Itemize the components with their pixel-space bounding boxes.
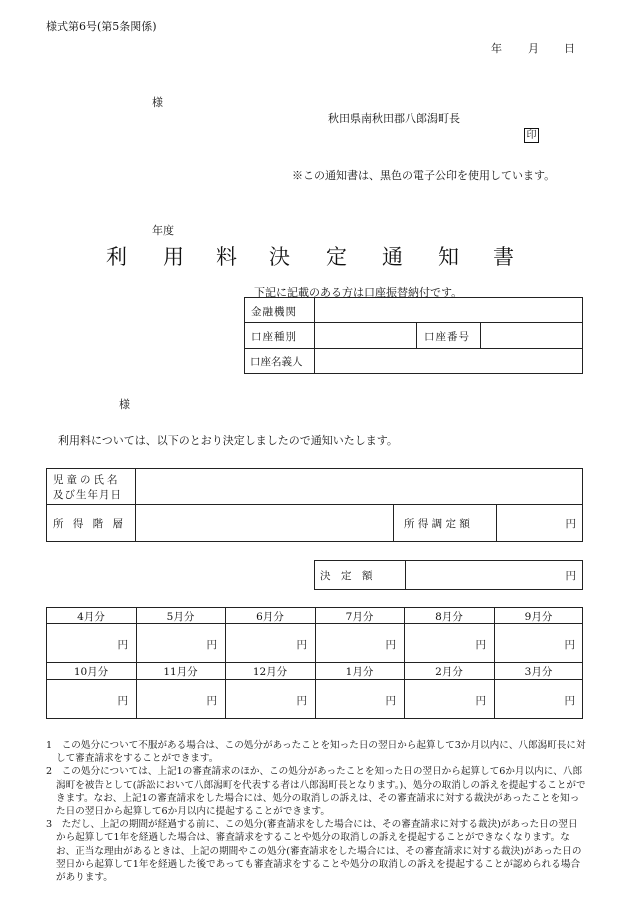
title-char: 利 [106,245,127,269]
bank-institution-label: 金融機関 [251,306,297,318]
child-birthdate-label: 及び生年月日 [53,489,122,501]
title-char: 通 [382,245,403,269]
month-header: 4月分 [77,611,105,623]
account-number-label: 口座番号 [424,331,470,343]
month-yen: 円 [206,639,217,651]
date-day: 日 [564,42,575,55]
month-yen: 円 [206,695,217,707]
date-month: 月 [528,42,539,55]
month-header: 3月分 [524,666,553,678]
issuer-name: 秋田県南秋田郡八郎潟町長 [328,112,460,125]
title-char: 決 [269,245,290,269]
addressee-sama: 様 [152,96,163,109]
seal-notice: ※この通知書は、黒色の電子公印を使用しています。 [292,169,556,182]
month-header: 5月分 [166,611,195,623]
month-yen: 円 [564,695,575,707]
note-item: 3 ただし、上記の期間が経過する前に、この処分(審査請求をした場合には、その審査請求に対する裁決)があった日の翌日から起算して1年を経過した場合は、審査請求をすることや処分の取消しの訴えを提起することができなくなります。なお、正当な理由があるときは、上記の期間やこの処分(審査請求をした場合には、その審査請求に対する裁決)があった日の翌日から起算して1年を経過した後であっても審査請求をすることや処分の取消しの訴えを提起することが認められる場合があります。 [46,819,582,884]
month-yen: 円 [296,639,307,651]
month-header: 1月分 [345,666,374,678]
income-bracket-label: 所 得 階 層 [53,518,127,530]
title-char: 用 [163,245,184,269]
month-header: 6月分 [256,611,284,623]
month-yen: 円 [475,695,486,707]
seal-mark: 印 [524,128,539,143]
month-yen: 円 [385,695,396,707]
month-yen: 円 [117,695,128,707]
month-header: 8月分 [435,611,463,623]
title-char: 書 [493,245,514,269]
intro-text: 利用料については、以下のとおり決定しましたので通知いたします。 [58,434,398,447]
fiscal-year-label: 年度 [152,224,174,237]
info-table [46,468,583,542]
month-header: 11月分 [163,666,198,678]
account-holder-label: 口座名義人 [250,356,303,368]
child-name-label: 児童の氏名 [53,474,121,486]
recipient-sama: 様 [119,398,130,411]
note-item: 1 この処分について不服がある場合は、この処分があったことを知った日の翌日から起算して3か月以内に、八郎潟町長に対して審査請求をすることができます。 [46,740,586,765]
form-number: 様式第6号(第5条関係) [46,20,157,33]
document-title [0,241,630,269]
month-header: 2月分 [435,666,463,678]
month-header: 9月分 [524,611,553,623]
month-yen: 円 [564,639,575,651]
title-char: 定 [326,245,347,269]
income-amount-label: 所 得 調 定 額 [404,518,470,530]
decision-amount-label: 決 定 額 [320,570,373,582]
month-header: 12月分 [252,666,288,678]
note-item: 2 この処分については、上記1の審査請求のほか、この処分があったことを知った日の翌日から起算して6か月以内に、八郎潟町を被告として(訴訟において八郎潟町を代表する者は八郎潟町長となります。)、処分の取消しの訴えを提起することができます。なお、上記1の審査請求をした場合には、処分の取消しの訴えは、その審査請求に対する裁決があったことを知った日の翌日から起算して6か月以内に提起することができます。 [46,766,586,818]
title-char: 料 [216,245,237,269]
title-char: 知 [438,245,459,269]
income-amount-yen: 円 [565,518,576,530]
month-yen: 円 [117,639,128,651]
decision-amount-yen: 円 [565,570,576,582]
legal-notes [46,739,586,884]
month-yen: 円 [296,695,307,707]
date-year: 年 [491,42,502,55]
bank-transfer-note: 下記に記載のある方は口座振替納付です。 [254,286,463,299]
month-yen: 円 [475,639,486,651]
month-yen: 円 [385,639,396,651]
month-header: 10月分 [73,666,109,678]
account-type-label: 口座種別 [251,331,297,343]
month-header: 7月分 [345,611,374,623]
